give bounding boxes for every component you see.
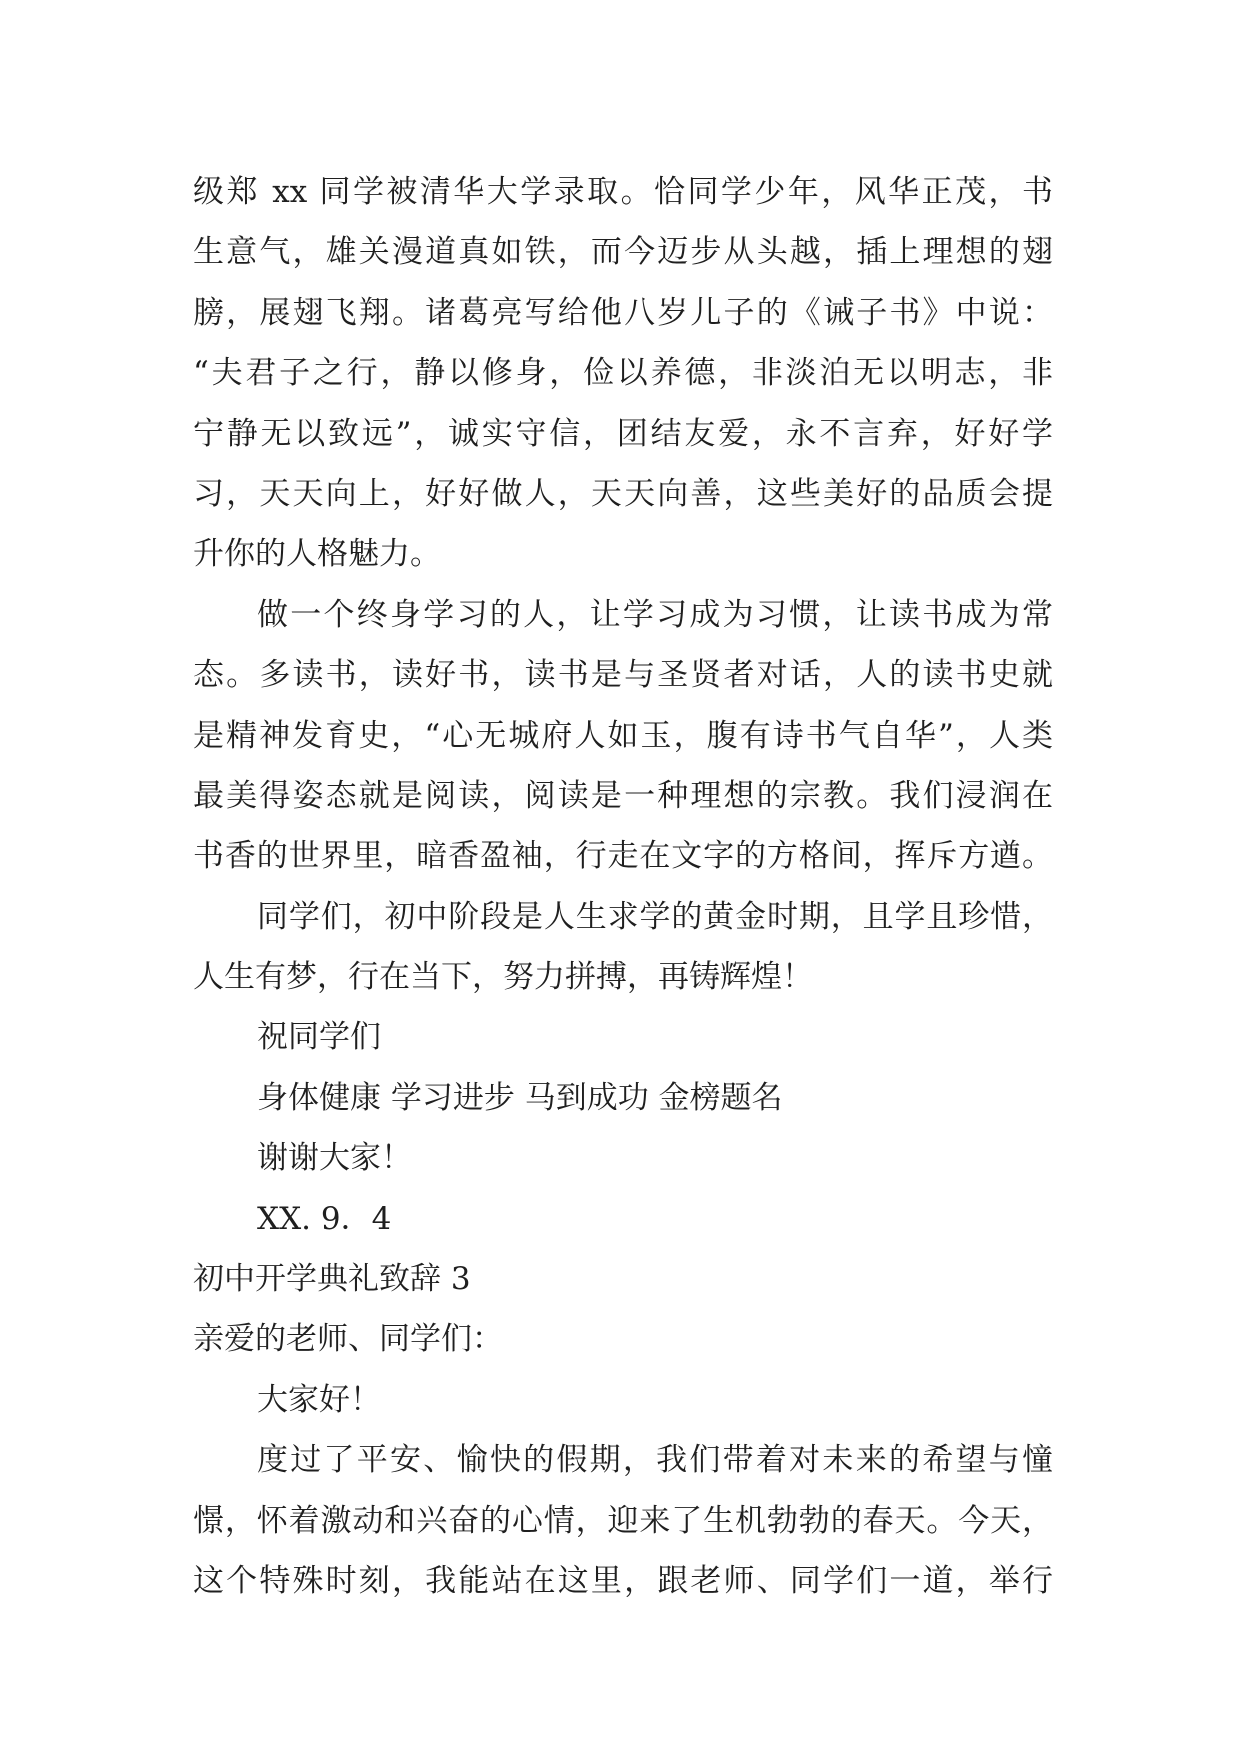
- closing-thanks: 谢谢大家！: [257, 1140, 412, 1177]
- paragraph-line: 习，天天向上，好好做人，天天向善，这些美好的品质会提: [193, 475, 1053, 512]
- paragraph-line: 同学们，初中阶段是人生求学的黄金时期，且学且珍惜，: [257, 898, 1053, 935]
- paragraph-line: 是精神发育史，“心无城府人如玉，腹有诗书气自华”，人类: [193, 717, 1053, 754]
- paragraph-line: 膀，展翅飞翔。诸葛亮写给他八岁儿子的《诫子书》中说：: [193, 294, 1053, 331]
- salutation: 亲爱的老师、同学们：: [193, 1321, 503, 1358]
- section-heading: 初中开学典礼致辞 3: [193, 1261, 471, 1298]
- paragraph-line: 做一个终身学习的人，让学习成为习惯，让读书成为常: [257, 596, 1053, 633]
- paragraph-line: 升你的人格魅力。: [193, 536, 441, 573]
- paragraph-line: 这个特殊时刻，我能站在这里，跟老师、同学们一道，举行: [193, 1562, 1053, 1599]
- paragraph-line: 级郑 xx 同学被清华大学录取。恰同学少年，风华正茂，书: [193, 174, 1053, 210]
- paragraph-line: 宁静无以致远”，诚实守信，团结友爱，永不言弃，好好学: [193, 415, 1053, 452]
- closing-wishes: 身体健康 学习进步 马到成功 金榜题名: [257, 1079, 783, 1116]
- paragraph-line: 书香的世界里，暗香盈袖，行走在文字的方格间，挥斥方遒。: [193, 838, 1053, 875]
- closing-line: 祝同学们: [257, 1019, 381, 1056]
- paragraph-line: 憬，怀着激动和兴奋的心情，迎来了生机勃勃的春天。今天，: [193, 1502, 1053, 1539]
- paragraph-line: 人生有梦，行在当下，努力拼搏，再铸辉煌！: [193, 959, 813, 996]
- paragraph-line: 最美得姿态就是阅读，阅读是一种理想的宗教。我们浸润在: [193, 777, 1053, 814]
- date-line: XX. 9．4: [257, 1200, 392, 1237]
- paragraph-line: “夫君子之行，静以修身，俭以养德，非淡泊无以明志，非: [193, 355, 1053, 392]
- paragraph-line: 态。多读书，读好书，读书是与圣贤者对话，人的读书史就: [193, 657, 1053, 694]
- paragraph-line: 度过了平安、愉快的假期，我们带着对未来的希望与憧: [257, 1442, 1053, 1479]
- document-body: [193, 162, 1053, 1611]
- paragraph-line: 生意气，雄关漫道真如铁，而今迈步从头越，插上理想的翅: [193, 234, 1053, 271]
- greeting: 大家好！: [257, 1381, 381, 1418]
